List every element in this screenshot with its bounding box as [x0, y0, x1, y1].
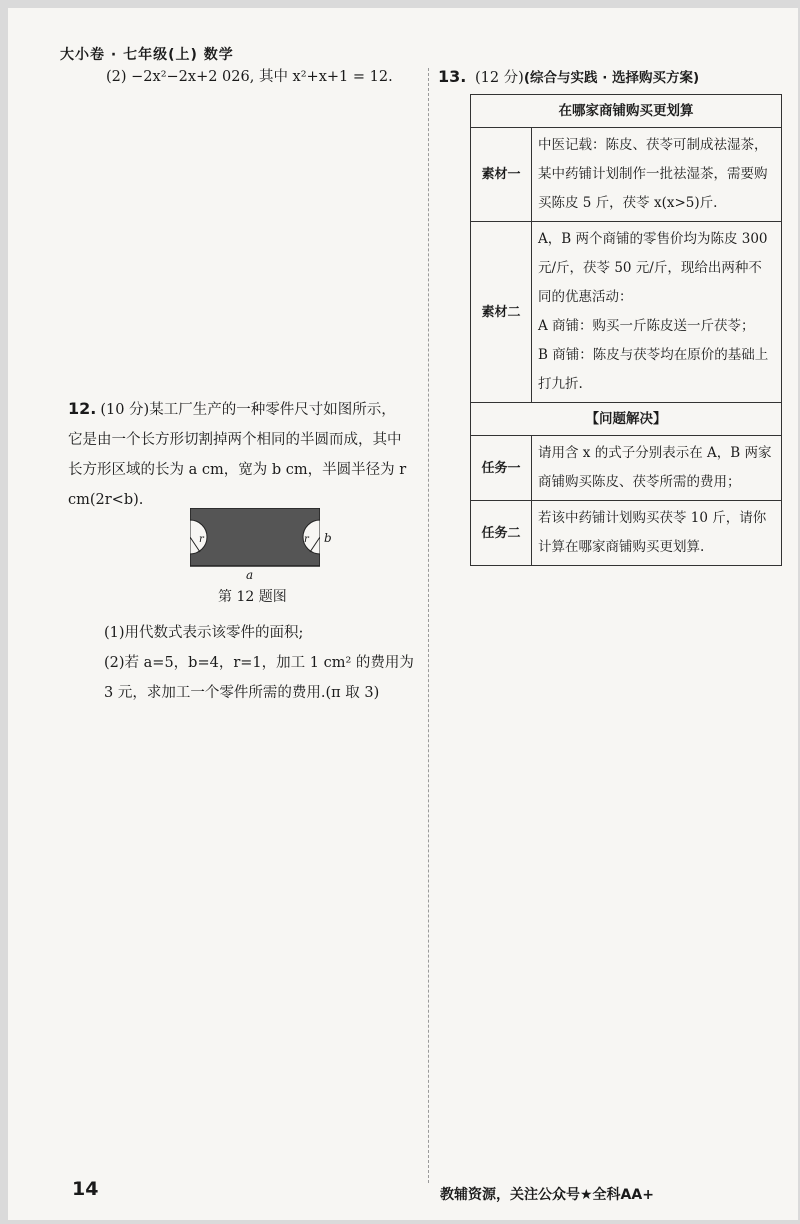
question-12 — [68, 394, 408, 515]
task-2-text: 若该中药铺计划购买茯苓 10 斤，请你计算在哪家商铺购买更划算. — [532, 501, 782, 566]
page-number: 14 — [72, 1178, 99, 1200]
equation-line: (2) −2x²−2x+2 026, 其中 x²+x+1 = 12. — [106, 69, 393, 85]
question-13-points: (12 分) — [474, 70, 524, 86]
table-title: 在哪家商铺购买更划算 — [471, 95, 782, 128]
material-2-label: 素材二 — [471, 222, 532, 403]
question-13-tag: (综合与实践 · 选择购买方案) — [523, 70, 700, 86]
material-2-text: A，B 两个商铺的零售价均为陈皮 300 元/斤，茯苓 50 元/斤，现给出两种不同的优惠活动： A 商铺：购买一斤陈皮送一斤茯苓； B 商铺：陈皮与茯苓均在原价的基础上打九折. — [532, 222, 782, 403]
figure-label-a: a — [246, 568, 254, 582]
purchase-plan-table — [470, 94, 782, 566]
question-12-sub1: (1)用代数式表示该零件的面积; — [104, 625, 304, 641]
material-1-text: 中医记载：陈皮、茯苓可制成祛湿茶，某中药铺计划制作一批祛湿茶，需要购买陈皮 5 斤，茯苓 x(x>5)斤. — [532, 128, 782, 222]
question-13-number: 13. — [438, 67, 467, 86]
question-12-sub2: (2)若 a=5，b=4，r=1，加工 1 cm² 的费用为 3 元，求加工一个零件所需的费用.(π 取 3) — [104, 655, 414, 701]
task-2-label: 任务二 — [471, 501, 532, 566]
figure-label-r-right: r — [304, 534, 309, 545]
question-12-intro: (10 分)某工厂生产的一种零件尺寸如图所示，它是由一个长方形切割掉两个相同的半圆而成，其中长方形区域的长为 a cm，宽为 b cm，半圆半径为 r cm(2r<b). — [68, 402, 407, 508]
part-figure — [190, 508, 320, 578]
figure-caption: 第 12 题图 — [218, 589, 287, 605]
column-divider — [428, 68, 429, 1183]
section-heading: 【问题解决】 — [471, 403, 782, 436]
task-1-text: 请用含 x 的式子分别表示在 A，B 两家商铺购买陈皮、茯苓所需的费用； — [532, 436, 782, 501]
figure-label-b: b — [324, 531, 332, 545]
material-1-label: 素材一 — [471, 128, 532, 222]
figure-label-r-left: r — [199, 534, 204, 545]
question-13-title — [438, 66, 699, 87]
question-12-number: 12. — [68, 399, 97, 418]
footer-promo: 教辅资源，关注公众号★全科AA+ — [440, 1187, 654, 1203]
task-1-label: 任务一 — [471, 436, 532, 501]
document-page — [8, 8, 798, 1220]
page-header: 大小卷 · 七年级(上) 数学 — [60, 47, 234, 63]
